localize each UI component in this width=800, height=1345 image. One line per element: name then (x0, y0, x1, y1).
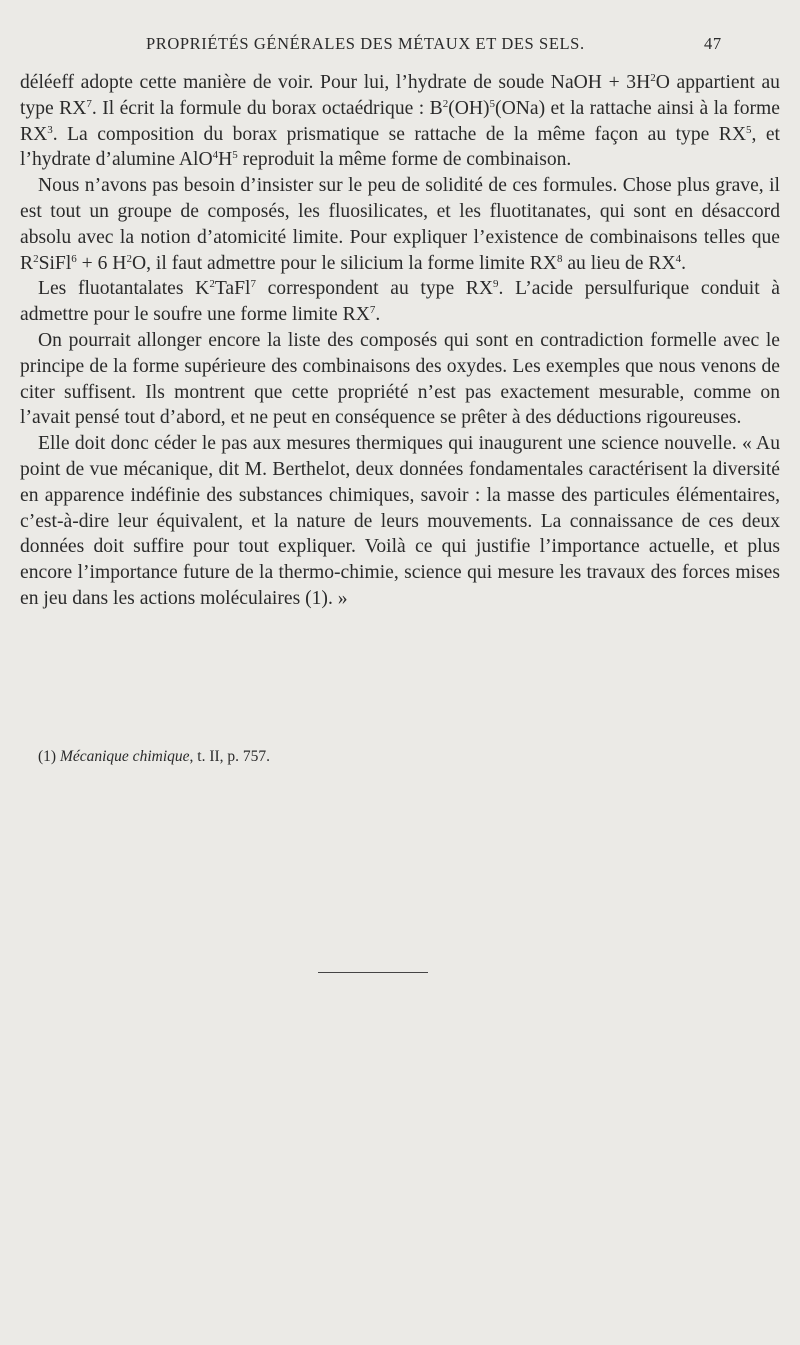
superscript: 9 (493, 278, 499, 291)
superscript: 7 (86, 97, 92, 110)
superscript: 3 (47, 123, 53, 136)
superscript: 4 (675, 252, 682, 265)
footnote (38, 748, 270, 766)
text-run: TaFl (214, 278, 251, 300)
superscript: 6 (71, 252, 77, 265)
page-number: 47 (704, 34, 722, 53)
text-run: au lieu de RX (562, 252, 676, 274)
superscript: 2 (209, 278, 215, 291)
superscript: 2 (442, 97, 449, 110)
text-run: . Il écrit la formule du borax octaédrique : B (91, 97, 443, 119)
superscript: 7 (250, 278, 256, 291)
text-run: . L’acide persulfurique conduit à admettre pour le soufre une forme limite RX (20, 278, 780, 326)
paragraph-1 (20, 70, 780, 173)
text-run: . La composition du borax prismatique se rattache de la même façon au type RX (52, 123, 746, 145)
paragraph-3 (20, 276, 780, 328)
running-header (146, 34, 722, 54)
running-title: PROPRIÉTÉS GÉNÉRALES DES MÉTAUX ET DES SELS. (146, 34, 585, 53)
superscript: 5 (746, 123, 752, 136)
superscript: 2 (650, 72, 656, 84)
text-run: Les fluotantalates K (38, 278, 210, 300)
text-run: H (218, 149, 233, 171)
superscript: 8 (556, 252, 563, 265)
text-run: O appartient au type RX (20, 72, 780, 119)
text-run: + 6 H (76, 252, 127, 274)
footnote-marker: (1) (38, 748, 57, 765)
text-run: reproduit la même forme de combinaison. (237, 149, 572, 171)
superscript: 2 (33, 252, 39, 265)
text-run: correspondent au type RX (255, 278, 494, 300)
superscript: 2 (126, 252, 132, 265)
footnote-rest: , t. II, p. 757. (189, 748, 271, 765)
text-run: Nous n’avons pas besoin d’insister sur le peu de solidité de ces formules. Chose plus grave, il est tout un groupe de composés, les fluosilicates, et les fluotitanates, qui sont en désaccord absolu avec la notion d’atomicité limite. Pour expliquer l’existence de combinaisons telles que R (20, 175, 780, 274)
paragraph-2 (20, 173, 780, 276)
text-run: (ONa) et la rattache ainsi à la forme RX (20, 97, 780, 145)
text-run: SiFl (38, 252, 72, 274)
superscript: 4 (212, 149, 219, 162)
body-text (20, 70, 780, 612)
paragraph-4: On pourrait allonger encore la liste des composés qui sont en contradiction formelle avec le principe de la forme supérieure des combinaisons des oxydes. Les exemples que nous venons de citer suffisent. Ils montrent que cette propriété n’est pas exactement mesurable, comme on l’avait pensé tout d’abord, et ne peut en conséquence se prêter à des déductions rigoureuses. (20, 329, 780, 429)
footnote-source: Mécanique chimique (59, 748, 190, 765)
text-run: . (375, 304, 381, 326)
text-run: . (681, 252, 687, 274)
text-run: déléeff adopte cette manière de voir. Pour lui, l’hydrate de soude NaOH + 3H (20, 72, 651, 93)
paragraph-5: Elle doit donc céder le pas aux mesures thermiques qui inaugurent une science nouvelle. « Au point de vue mécanique, dit M. Berthelot, deux données fondamentales caractérisent la diversité en apparence indéfinie des substances chimiques, savoir : la masse des particules élémentaires, c’est-à-dire leur équivalent, et la nature de leurs mouvements. La connaissance de ces deux données doit suffire pour tout expliquer. Voilà ce qui justifie l’importance actuelle, et plus encore l’importance future de la thermo-chimie, science qui mesure les travaux des forces mises en jeu dans les actions moléculaires (1). » (20, 433, 780, 609)
superscript: 5 (489, 97, 496, 110)
text-run: (OH) (448, 97, 490, 119)
text-run: O, il faut admettre pour le silicium la forme limite RX (131, 252, 557, 274)
section-rule (318, 972, 428, 973)
text-run: , et l’hydrate d’alumine AlO (20, 123, 780, 171)
superscript: 5 (232, 149, 238, 162)
superscript: 7 (369, 304, 376, 317)
